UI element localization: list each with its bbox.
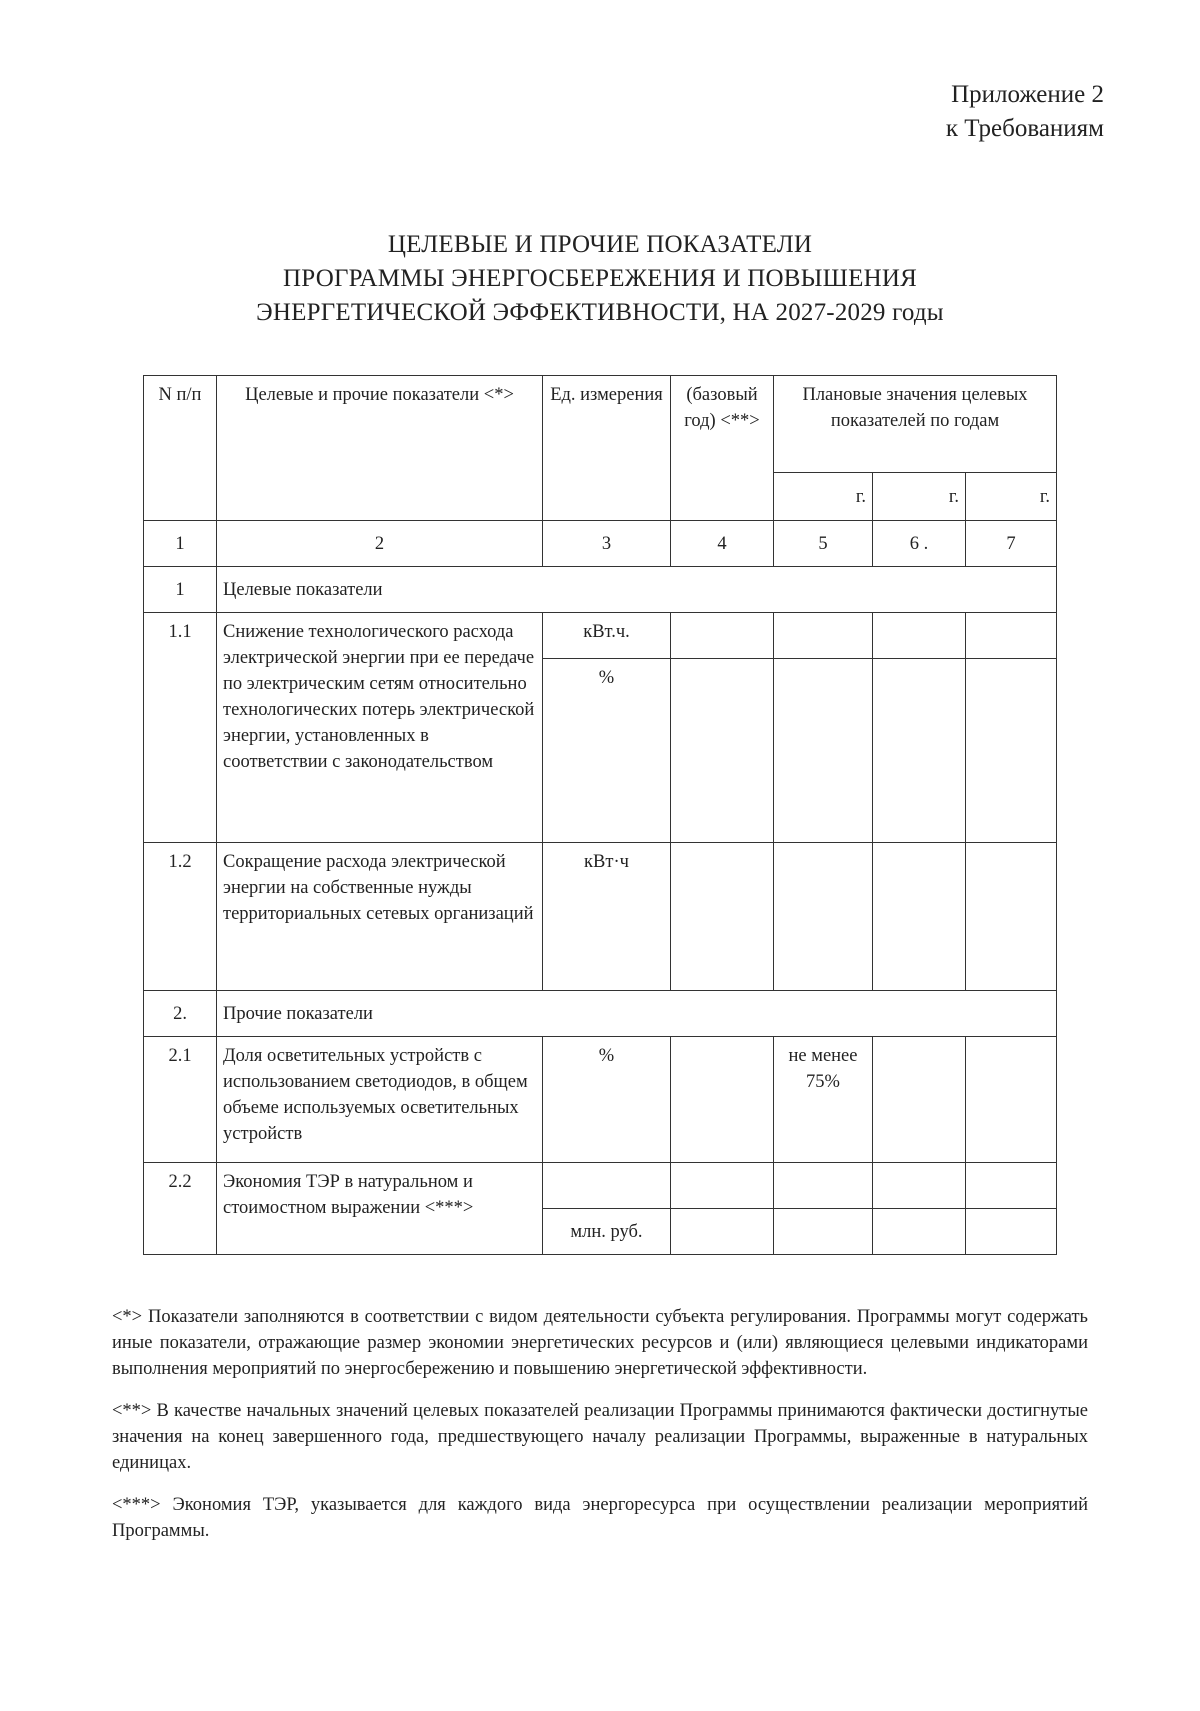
header-plan: Плановые значения целевых показателей по годам [774, 376, 1057, 473]
empty-cell [873, 1163, 966, 1209]
section-2-num: 2. [144, 991, 217, 1037]
empty-cell [774, 1209, 873, 1255]
empty-cell [966, 1163, 1057, 1209]
section-2-label: Прочие показатели [217, 991, 1057, 1037]
col-number-3: 3 [543, 521, 671, 567]
column-numbers-row [144, 521, 1057, 567]
table-row-2-1 [144, 1037, 1057, 1163]
footnote-1: <*> Показатели заполняются в соответствии с видом деятельности субъекта регулирования. Программы могут содержать иные показатели, отражающие размер экономии энергетических ресурсов и (или) являющиеся целевыми индикаторами выполнения мероприятий по энергосбережению и повышению энергетической эффективности. [112, 1307, 1088, 1379]
header-year-3: г. [966, 473, 1057, 521]
row-1-2-label: Сокращение расхода электрической энергии на собственные нужды территориальных сетевых организаций [217, 843, 543, 991]
header-indicator: Целевые и прочие показатели <*> [217, 376, 543, 521]
empty-cell [774, 1163, 873, 1209]
row-2-1-unit: % [543, 1037, 671, 1163]
row-1-1-num: 1.1 [144, 613, 217, 843]
empty-cell [966, 1037, 1057, 1163]
empty-cell [671, 843, 774, 991]
empty-cell [671, 1037, 774, 1163]
title-line-1: ЦЕЛЕВЫЕ И ПРОЧИЕ ПОКАЗАТЕЛИ [387, 231, 813, 258]
empty-cell [543, 1163, 671, 1209]
footnote-2: <**> В качестве начальных значений целевых показателей реализации Программы принимаются фактически достигнутые значения на конец завершенного года, предшествующего началу реализации Программы, выраженные в натуральных единицах. [112, 1401, 1088, 1473]
indicators-table [143, 375, 1057, 1255]
header-unit: Ед. измерения [543, 376, 671, 521]
empty-cell [873, 613, 966, 659]
row-2-1-year-1-value: не менее 75% [774, 1037, 873, 1163]
empty-cell [966, 843, 1057, 991]
row-1-1-unit-1: кВт.ч. [543, 613, 671, 659]
header-num: N п/п [144, 376, 217, 521]
empty-cell [873, 659, 966, 843]
header-year-2: г. [873, 473, 966, 521]
title-line-2: ПРОГРАММЫ ЭНЕРГОСБЕРЕЖЕНИЯ И ПОВЫШЕНИЯ [283, 265, 917, 292]
row-1-2-unit: кВт·ч [543, 843, 671, 991]
annex-line-1: Приложение 2 [951, 81, 1104, 108]
col-number-5: 5 [774, 521, 873, 567]
col-number-7: 7 [966, 521, 1057, 567]
table-row-2-2 [144, 1163, 1057, 1209]
empty-cell [966, 659, 1057, 843]
section-2-row [144, 991, 1057, 1037]
row-2-1-num: 2.1 [144, 1037, 217, 1163]
table-row-1-2 [144, 843, 1057, 991]
row-1-1-unit-2: % [543, 659, 671, 843]
annex-line-2: к Требованиям [945, 115, 1104, 142]
section-1-num: 1 [144, 567, 217, 613]
empty-cell [966, 613, 1057, 659]
section-1-label: Целевые показатели [217, 567, 1057, 613]
empty-cell [774, 613, 873, 659]
row-2-2-num: 2.2 [144, 1163, 217, 1255]
document-title [0, 228, 1200, 330]
col-number-4: 4 [671, 521, 774, 567]
header-year-1: г. [774, 473, 873, 521]
empty-cell [671, 613, 774, 659]
empty-cell [671, 1209, 774, 1255]
empty-cell [966, 1209, 1057, 1255]
col-number-2: 2 [217, 521, 543, 567]
section-1-row [144, 567, 1057, 613]
footnote-3: <***> Экономия ТЭР, указывается для каждого вида энергоресурса при осуществлении реализации мероприятий Программы. [112, 1495, 1088, 1541]
col-number-1: 1 [144, 521, 217, 567]
empty-cell [873, 843, 966, 991]
row-2-2-unit-2: млн. руб. [543, 1209, 671, 1255]
col-number-6: 6 . [873, 521, 966, 567]
empty-cell [671, 1163, 774, 1209]
row-1-1-label: Снижение технологического расхода электрической энергии при ее передаче по электрическим сетям относительно технологических потерь электрической энергии, установленных в соответствии с законодательством [217, 613, 543, 843]
row-1-2-num: 1.2 [144, 843, 217, 991]
table-row-1-1 [144, 613, 1057, 659]
empty-cell [873, 1037, 966, 1163]
title-line-3: ЭНЕРГЕТИЧЕСКОЙ ЭФФЕКТИВНОСТИ, НА 2027-2029 годы [256, 299, 944, 326]
header-row [144, 376, 1057, 473]
empty-cell [873, 1209, 966, 1255]
row-2-1-label: Доля осветительных устройств с использованием светодиодов, в общем объеме используемых осветительных устройств [217, 1037, 543, 1163]
annex-caption [946, 78, 1104, 146]
empty-cell [774, 659, 873, 843]
empty-cell [671, 659, 774, 843]
header-base-year: (базовый год) <**> [671, 376, 774, 521]
row-2-2-label: Экономия ТЭР в натуральном и стоимостном выражении <***> [217, 1163, 543, 1255]
empty-cell [774, 843, 873, 991]
footnotes [112, 1304, 1088, 1560]
